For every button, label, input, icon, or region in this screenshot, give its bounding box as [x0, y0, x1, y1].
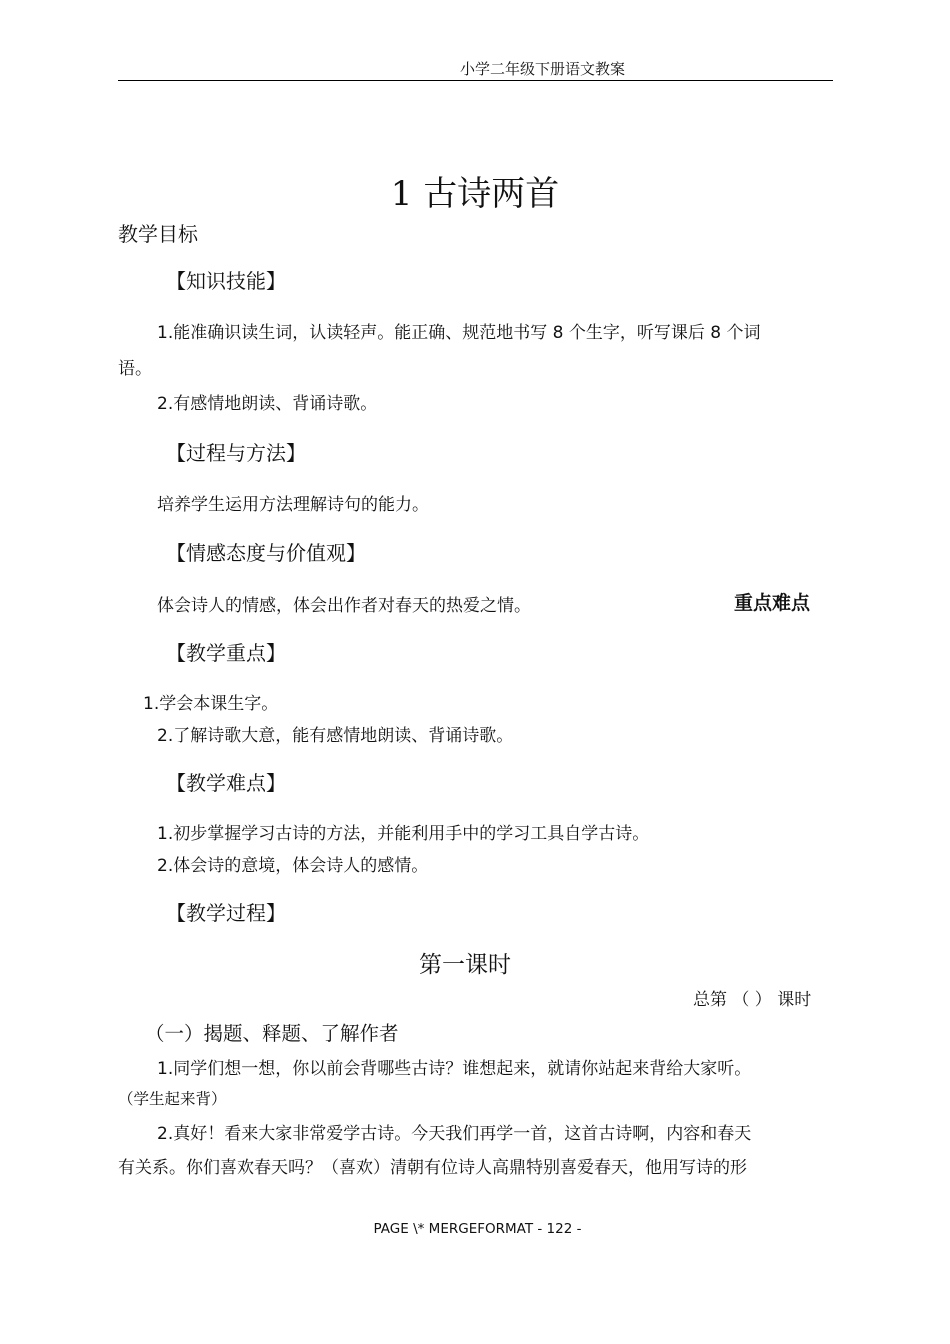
knowledge-line-1-cont: 语。	[118, 359, 152, 379]
knowledge-heading: 【知识技能】	[166, 269, 286, 293]
lesson-total: 总第 （ ） 课时	[693, 990, 812, 1010]
key-difficult-label: 重点难点	[734, 592, 811, 614]
section-1-p2-line-a: 2.真好！看来大家非常爱学古诗。今天我们再学一首，这首古诗啊，内容和春天	[157, 1124, 752, 1144]
process-method-heading: 【过程与方法】	[166, 441, 306, 465]
key-points-line-2: 2.了解诗歌大意，能有感情地朗读、背诵诗歌。	[157, 726, 514, 746]
knowledge-line-2: 2.有感情地朗读、背诵诗歌。	[157, 394, 378, 414]
process-method-line-1: 培养学生运用方法理解诗句的能力。	[157, 495, 429, 515]
section-1-heading: （一）揭题、释题、了解作者	[145, 1022, 399, 1045]
lesson-heading: 第一课时	[419, 952, 511, 978]
section-1-p1-line-a: 1.同学们想一想，你以前会背哪些古诗？谁想起来，就请你站起来背给大家听。	[157, 1059, 752, 1079]
difficulties-line-2: 2.体会诗的意境，体会诗人的感情。	[157, 856, 429, 876]
difficulties-heading: 【教学难点】	[166, 771, 286, 795]
page-header: 小学二年级下册语文教案	[459, 60, 625, 78]
emotion-line-1: 体会诗人的情感，体会出作者对春天的热爱之情。	[157, 596, 531, 616]
section-1-p1-line-b: （学生起来背）	[118, 1090, 227, 1108]
page-footer: PAGE \* MERGEFORMAT - 122 -	[373, 1221, 582, 1237]
section-1-p2-line-b: 有关系。你们喜欢春天吗？（喜欢）清朝有位诗人高鼎特别喜爱春天，他用写诗的形	[118, 1158, 747, 1178]
knowledge-line-1: 1.能准确识读生词，认读轻声。能正确、规范地书写 8 个生字，听写课后 8 个词	[157, 323, 761, 343]
key-points-line-1: 1.学会本课生字。	[143, 694, 279, 714]
objectives-heading: 教学目标	[118, 222, 198, 246]
key-points-heading: 【教学重点】	[166, 641, 286, 665]
lesson-title: 1 古诗两首	[390, 174, 560, 214]
process-heading: 【教学过程】	[166, 901, 286, 925]
emotion-heading: 【情感态度与价值观】	[166, 541, 366, 565]
difficulties-line-1: 1.初步掌握学习古诗的方法，并能利用手中的学习工具自学古诗。	[157, 824, 650, 844]
header-rule	[118, 80, 833, 81]
